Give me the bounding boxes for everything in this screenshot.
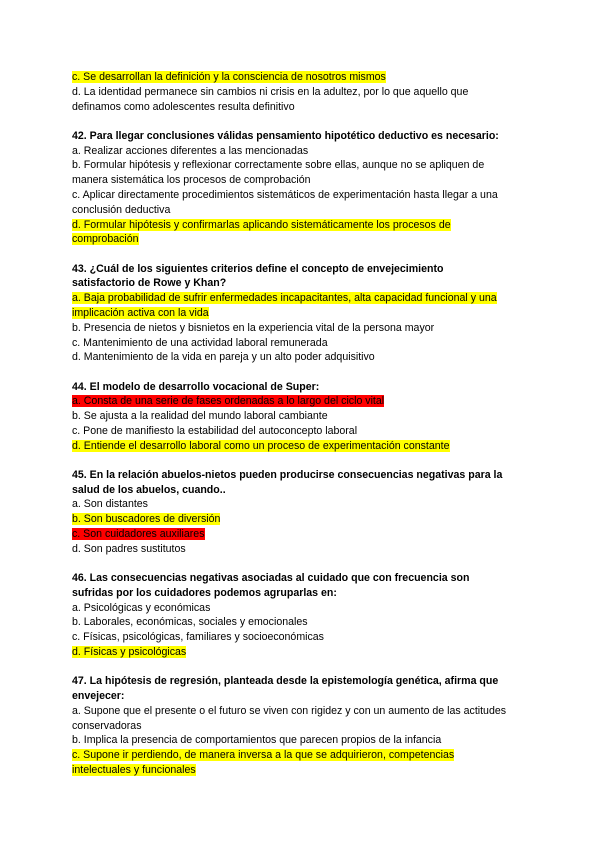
correct-answer-highlight: c. Supone ir perdiendo, de manera inversa a la que se adquirieron, competencias: [72, 749, 455, 762]
option-a: a. Son distantes: [72, 498, 148, 511]
option-c-cont: conclusión deductiva: [72, 203, 171, 216]
option-b: b. Formular hipótesis y reflexionar correctamente sobre ellas, aunque no se apliquen de: [72, 159, 485, 172]
option-c-cont: [72, 763, 532, 778]
option-a: a. Psicológicas y económicas: [72, 601, 211, 614]
question-title-cont: envejecer:: [72, 690, 125, 703]
spacer: [72, 114, 532, 128]
question-title: 44. El modelo de desarrollo vocacional de Super:: [72, 380, 320, 393]
document-page: [72, 70, 532, 778]
correct-answer-highlight: d. Formular hipótesis y confirmarlas aplicando sistemáticamente los procesos de: [72, 218, 451, 231]
question-title: 43. ¿Cuál de los siguientes criterios define el concepto de envejecimiento: [72, 262, 444, 275]
option-c: c. Aplicar directamente procedimientos sistemáticos de experimentación hasta llegar a una: [72, 188, 498, 201]
option-d: [72, 85, 532, 100]
question-42: [72, 129, 532, 247]
option-a: [72, 291, 532, 306]
spacer: [72, 557, 532, 571]
correct-answer-highlight: intelectuales y funcionales: [72, 764, 196, 777]
option-c: c. Mantenimiento de una actividad laboral remunerada: [72, 336, 328, 349]
spacer: [72, 660, 532, 674]
question-title: 47. La hipótesis de regresión, planteada desde la epistemología genética, afirma que: [72, 675, 499, 688]
correct-answer-highlight: implicación activa con la vida: [72, 306, 209, 319]
option-c: [72, 70, 532, 85]
option-b-cont: manera sistemática los procesos de comprobación: [72, 174, 311, 187]
option-a: a. Realizar acciones diferentes a las mencionadas: [72, 144, 309, 157]
option-c: [72, 527, 532, 542]
question-title: 42. Para llegar conclusiones válidas pensamiento hipotético deductivo es necesario:: [72, 129, 499, 142]
question-44: [72, 380, 532, 454]
question-43: [72, 262, 532, 366]
option-d: [72, 645, 532, 660]
option-d-cont: [72, 232, 532, 247]
spacer: [72, 454, 532, 468]
spacer: [72, 365, 532, 379]
correct-answer-highlight: a. Baja probabilidad de sufrir enfermedades incapacitantes, alta capacidad funcional y una: [72, 292, 497, 305]
question-45: [72, 468, 532, 557]
option-b: b. Se ajusta a la realidad del mundo laboral cambiante: [72, 410, 328, 423]
option-b: b. Laborales, económicas, sociales y emocionales: [72, 616, 308, 629]
option-c: [72, 748, 532, 763]
question-title: 46. Las consecuencias negativas asociadas al cuidado que con frecuencia son: [72, 572, 470, 585]
option-d: d. Son padres sustitutos: [72, 542, 186, 555]
option-b: [72, 512, 532, 527]
option-d: d. Mantenimiento de la vida en pareja y un alto poder adquisitivo: [72, 351, 375, 364]
option-d: [72, 218, 532, 233]
question-title-cont: salud de los abuelos, cuando..: [72, 483, 226, 496]
option-a-cont: conservadoras: [72, 719, 142, 732]
correct-answer-highlight: c. Se desarrollan la definición y la consciencia de nosotros mismos: [72, 71, 386, 83]
option-a-cont: [72, 306, 532, 321]
correct-answer-highlight: b. Son buscadores de diversión: [72, 513, 221, 526]
question-title-cont: sufridas por los cuidadores podemos agruparlas en:: [72, 586, 337, 599]
wrong-answer-highlight: a. Consta de una serie de fases ordenadas a lo largo del ciclo vital: [72, 395, 385, 408]
option-c: c. Físicas, psicológicas, familiares y socioeconómicas: [72, 631, 324, 644]
option-b: b. Implica la presencia de comportamientos que parecen propios de la infancia: [72, 734, 442, 747]
correct-answer-highlight: d. Entiende el desarrollo laboral como un proceso de experimentación constante: [72, 439, 450, 452]
option-c: c. Pone de manifiesto la estabilidad del autoconcepto laboral: [72, 424, 358, 437]
intro-block: [72, 70, 532, 114]
option-d-cont: [72, 100, 532, 115]
option-a: a. Supone que el presente o el futuro se viven con rigidez y con un aumento de las actitudes: [72, 704, 507, 717]
question-46: [72, 571, 532, 660]
option-a: [72, 394, 532, 409]
question-title-cont: satisfactorio de Rowe y Khan?: [72, 277, 227, 290]
option-d-line-2: definamos como adolescentes resulta definitivo: [72, 100, 295, 113]
correct-answer-highlight: comprobación: [72, 233, 139, 246]
correct-answer-highlight: d. Físicas y psicológicas: [72, 646, 187, 659]
option-d: [72, 439, 532, 454]
option-d-line-1: d. La identidad permanece sin cambios ni crisis en la adultez, por lo que aquello que: [72, 85, 469, 98]
question-47: [72, 674, 532, 778]
option-b: b. Presencia de nietos y bisnietos en la experiencia vital de la persona mayor: [72, 321, 435, 334]
question-title: 45. En la relación abuelos-nietos pueden producirse consecuencias negativas para la: [72, 468, 503, 481]
spacer: [72, 247, 532, 261]
wrong-answer-highlight: c. Son cuidadores auxiliares: [72, 528, 205, 541]
